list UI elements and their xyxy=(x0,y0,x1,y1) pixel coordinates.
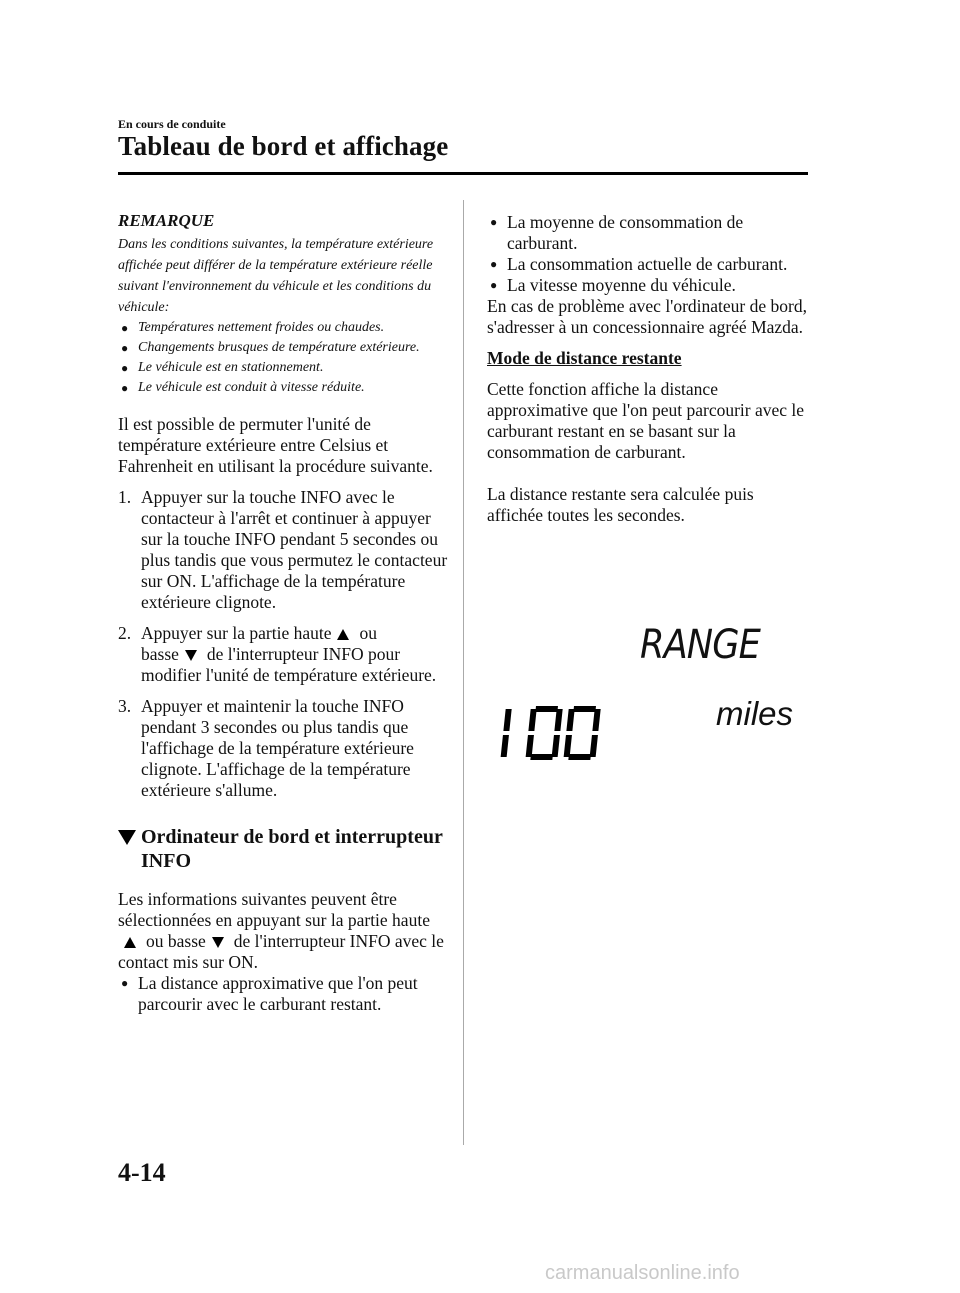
down-triangle-icon xyxy=(185,650,197,661)
range-label: RANGE xyxy=(640,622,760,668)
list-item: ● La consommation actuelle de carburant. xyxy=(490,254,788,274)
note-text: Dans les conditions suivantes, la température extérieure affichée peut différer de la température extérieure réelle suivant l'environnement du véhicule et les conditions du véhicule: xyxy=(118,237,434,315)
bullet-icon: ● xyxy=(121,976,129,990)
bullet-icon: ● xyxy=(121,361,129,375)
step-text: Appuyer sur la partie haute xyxy=(141,623,332,643)
range-paragraph: Cette fonction affiche la distance approximative que l'on peut parcourir avec le carburant restant en se basant sur la consommation de carburant. xyxy=(487,379,805,462)
note-heading: REMARQUE xyxy=(118,211,215,230)
list-item: ● La vitesse moyenne du véhicule. xyxy=(490,275,736,295)
step-text: de l'interrupteur INFO pour modifier l'unité de température extérieure. xyxy=(141,644,437,685)
list-item: ● La distance approximative que l'on peut parcourir avec le carburant restant. xyxy=(121,973,418,1014)
step-2 xyxy=(118,623,448,686)
step-1 xyxy=(118,487,448,613)
note-list xyxy=(118,318,448,398)
step-number: 3. xyxy=(118,696,132,716)
digit-segment xyxy=(503,709,511,731)
left-column xyxy=(118,210,448,1015)
digit-segment xyxy=(528,709,536,731)
page-number: 4-14 xyxy=(118,1158,166,1187)
info-list xyxy=(118,973,448,1015)
section-heading: Ordinateur de bord et interrupteur INFO xyxy=(118,825,448,873)
step-text: ou xyxy=(359,623,377,643)
step-number: 2. xyxy=(118,623,132,643)
digit-segment xyxy=(530,754,553,760)
watermark: carmanualsonline.info xyxy=(545,1262,740,1284)
page-title: Tableau de bord et affichage xyxy=(118,131,449,161)
bullet-icon: ● xyxy=(490,278,498,292)
digit-segment xyxy=(501,735,509,757)
bullet-icon: ● xyxy=(121,321,129,335)
steps-list xyxy=(118,487,448,801)
bullet-icon: ● xyxy=(121,341,129,355)
breadcrumb: En cours de conduite xyxy=(118,117,226,131)
up-triangle-icon xyxy=(337,629,349,640)
title-rule xyxy=(118,172,808,175)
section-paragraph: Les informations suivantes peuvent être sélectionnées en appuyant sur la partie hauteou basse de l'interrupteur INFO avec le contact mis sur ON. xyxy=(118,889,444,972)
digit-segment xyxy=(564,735,572,757)
bullet-icon: ● xyxy=(490,257,498,271)
miles-label: miles xyxy=(716,695,794,732)
problem-paragraph: En cas de problème avec l'ordinateur de bord, s'adresser à un concessionnaire agréé Mazda. xyxy=(487,296,807,337)
step-text: basse xyxy=(141,644,179,664)
sub-heading: Mode de distance restante xyxy=(487,348,682,368)
list-item: ● Changements brusques de température extérieure. xyxy=(118,338,448,358)
bullet-icon: ● xyxy=(121,381,129,395)
digit-segment xyxy=(590,735,598,757)
column-divider xyxy=(463,200,464,1145)
digit-segment xyxy=(554,709,562,731)
step-3 xyxy=(118,696,448,801)
update-paragraph: La distance restante sera calculée puis affichée toutes les secondes. xyxy=(487,484,754,525)
digit-segment xyxy=(568,754,591,760)
list-item: ● Le véhicule est conduit à vitesse réduite. xyxy=(118,378,448,398)
range-value-display xyxy=(498,706,602,764)
info-list-continued xyxy=(487,212,807,296)
intro-paragraph: Il est possible de permuter l'unité de température extérieure entre Celsius et Fahrenheit en utilisant la procédure suivante. xyxy=(118,414,433,476)
digit-segment xyxy=(552,735,560,757)
step-text: Appuyer sur la touche INFO avec le contacteur à l'arrêt et continuer à appuyer sur la touche INFO pendant 5 secondes ou plus tandis que vous permutez le contacteur sur ON. L'affichage de la température extérieure clignote. xyxy=(141,487,448,612)
right-column xyxy=(487,212,807,526)
step-text: Appuyer et maintenir la touche INFO pendant 3 secondes ou plus tandis que l'affichage de la température extérieure clignote. L'affichage de la température extérieure s'allume. xyxy=(141,696,414,800)
digit-segment xyxy=(592,709,600,731)
digit-segment xyxy=(566,709,574,731)
down-triangle-icon xyxy=(212,937,224,948)
digit-segment xyxy=(573,706,596,712)
bullet-icon: ● xyxy=(490,215,498,229)
list-item: ● Températures nettement froides ou chaudes. xyxy=(118,318,448,338)
list-item: ● Le véhicule est en stationnement. xyxy=(118,358,448,378)
section-triangle-icon xyxy=(118,830,136,845)
digit-segment xyxy=(535,706,558,712)
digit-segment xyxy=(526,735,534,757)
list-item: ● La moyenne de consommation de carburant. xyxy=(490,212,744,253)
up-triangle-icon xyxy=(124,937,136,948)
step-number: 1. xyxy=(118,487,132,507)
